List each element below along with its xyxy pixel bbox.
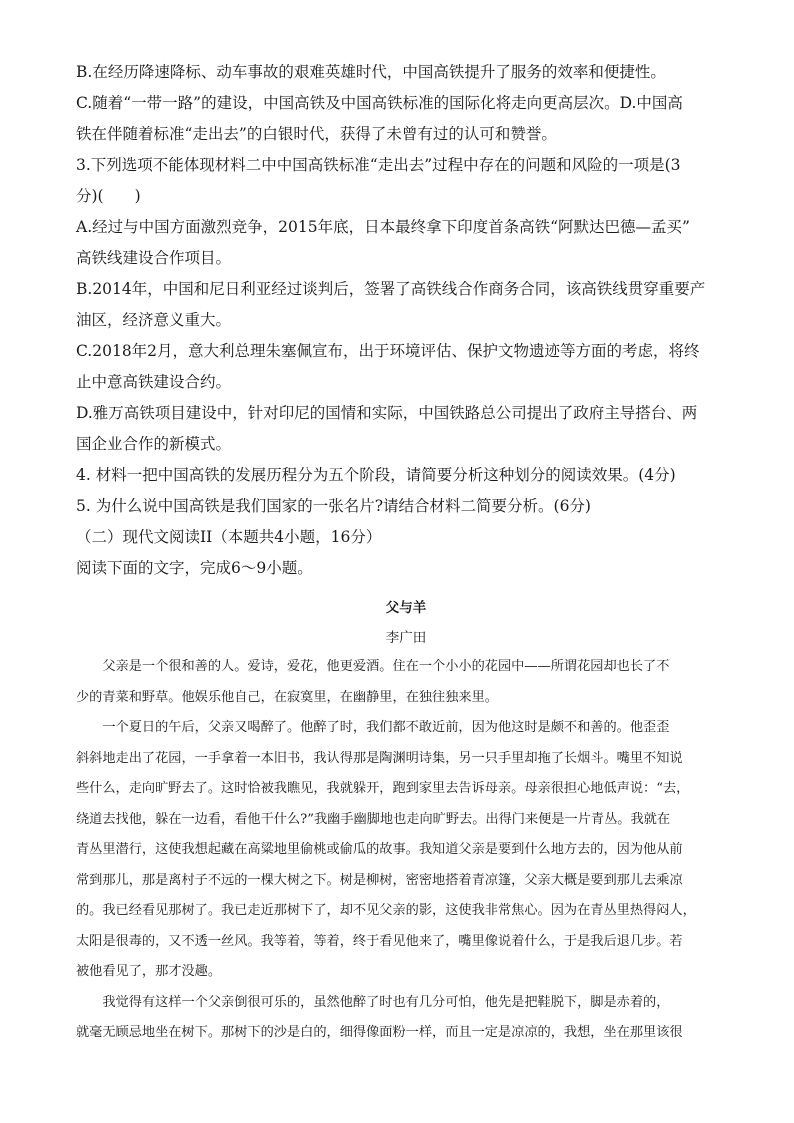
question-line: 分)( ) bbox=[76, 187, 141, 205]
article-line: 父亲是一个很和善的人。爱诗，爱花，他更爱酒。住在一个小小的花园中——所谓花园却也长了不 bbox=[76, 659, 670, 674]
question-line: 高铁线建设合作项目。 bbox=[76, 249, 232, 267]
article-line: 斜斜地走出了花园，一手拿着一本旧书，我认得那是陶渊明诗集，另一只手里却拖了长烟斗。嘴里不知说 bbox=[76, 750, 683, 766]
article-author: 李广田 bbox=[385, 630, 427, 646]
question-line: B.在经历降速降标、动车事故的艰难英雄时代，中国高铁提升了服务的效率和便捷性。 bbox=[76, 63, 666, 81]
article-line: 些什么，走向旷野去了。这时恰被我瞧见，我就躲开，跑到家里去告诉母亲。母亲很担心地低声说：“去， bbox=[76, 781, 690, 796]
article-line: 就毫无顾忌地坐在树下。那树下的沙是白的，细得像面粉一样，而且一定是凉凉的，我想，坐在那里该很 bbox=[76, 1025, 683, 1040]
article-line: 一个夏日的午后，父亲又喝醉了。他醉了时，我们都不敢近前，因为他这时是颇不和善的。他歪歪 bbox=[76, 720, 670, 735]
article-line: 太阳是很毒的，又不透一丝风。我等着，等着，终于看见他来了，嘴里像说着什么，于是我后退几步。若 bbox=[76, 933, 683, 949]
article-line: 少的青菜和野草。他娱乐他自己，在寂寞里，在幽静里，在独往独来里。 bbox=[76, 689, 498, 705]
article-line: 我觉得有这样一个父亲倒很可乐的，虽然他醉了时也有几分可怕，他先是把鞋脱下，脚是赤着的， bbox=[76, 994, 670, 1010]
question-line: C.2018年2月，意大利总理朱塞佩宣布，出于环境评估、保护文物遗迹等方面的考虑，将终 bbox=[76, 342, 700, 360]
question-line: B.2014年，中国和尼日利亚经过谈判后，签署了高铁线合作商务合同，该高铁线贯穿重要产 bbox=[76, 280, 706, 298]
question-line: （二）现代文阅读II（本题共4小题，16分） bbox=[76, 528, 382, 546]
question-line: A.经过与中国方面激烈竞争，2015年底，日本最终拿下印度首条高铁“阿默达巴德—孟买” bbox=[76, 218, 690, 236]
question-line: 国企业合作的新模式。 bbox=[76, 435, 232, 453]
question-line: D.雅万高铁项目建设中，针对印尼的国情和实际，中国铁路总公司提出了政府主导搭台、两 bbox=[76, 404, 698, 422]
article-line: 青丛里潜行，这使我想起藏在高粱地里偷桃或偷瓜的故事。我知道父亲是要到什么地方去的，因为他从前 bbox=[76, 842, 683, 857]
question-line: 3.下列选项不能体现材料二中中国高铁标准“走出去”过程中存在的问题和风险的一项是(3 bbox=[76, 156, 681, 174]
question-line: 4. 材料一把中国高铁的发展历程分为五个阶段，请简要分析这种划分的阅读效果。(4分) bbox=[76, 466, 676, 484]
article-line: 绕道去找他，躲在一边看，看他干什么?”我幽手幽脚地也走向旷野去。出得门来便是一片青丛。我就在 bbox=[76, 811, 671, 827]
question-line: 铁在伴随着标准“走出去”的白银时代，获得了未曾有过的认可和赞誉。 bbox=[76, 125, 557, 143]
question-section bbox=[76, 57, 736, 584]
article-line: 被他看见了，那才没趣。 bbox=[76, 964, 222, 979]
question-line: 油区，经济意义重大。 bbox=[76, 311, 232, 329]
question-line: C.随着“一带一路”的建设，中国高铁及中国高铁标准的国际化将走向更高层次。D.中国高 bbox=[76, 94, 683, 112]
article-line: 常到那儿，那是离村子不远的一棵大树之下。树是柳树，密密地搭着青凉篷，父亲大概是要到那儿去乘凉 bbox=[76, 872, 683, 888]
question-line: 5. 为什么说中国高铁是我们国家的一张名片?请结合材料二简要分析。(6分) bbox=[76, 497, 591, 515]
article-line: 的。我已经看见那树了。我已走近那树下了，却不见父亲的影，这使我非常焦心。因为在青丛里热得闷人， bbox=[76, 903, 696, 918]
question-line: 止中意高铁建设合约。 bbox=[76, 373, 232, 391]
question-line: 阅读下面的文字，完成6～9小题。 bbox=[76, 559, 313, 577]
article-body bbox=[76, 652, 721, 1049]
article-title: 父与羊 bbox=[385, 600, 427, 616]
